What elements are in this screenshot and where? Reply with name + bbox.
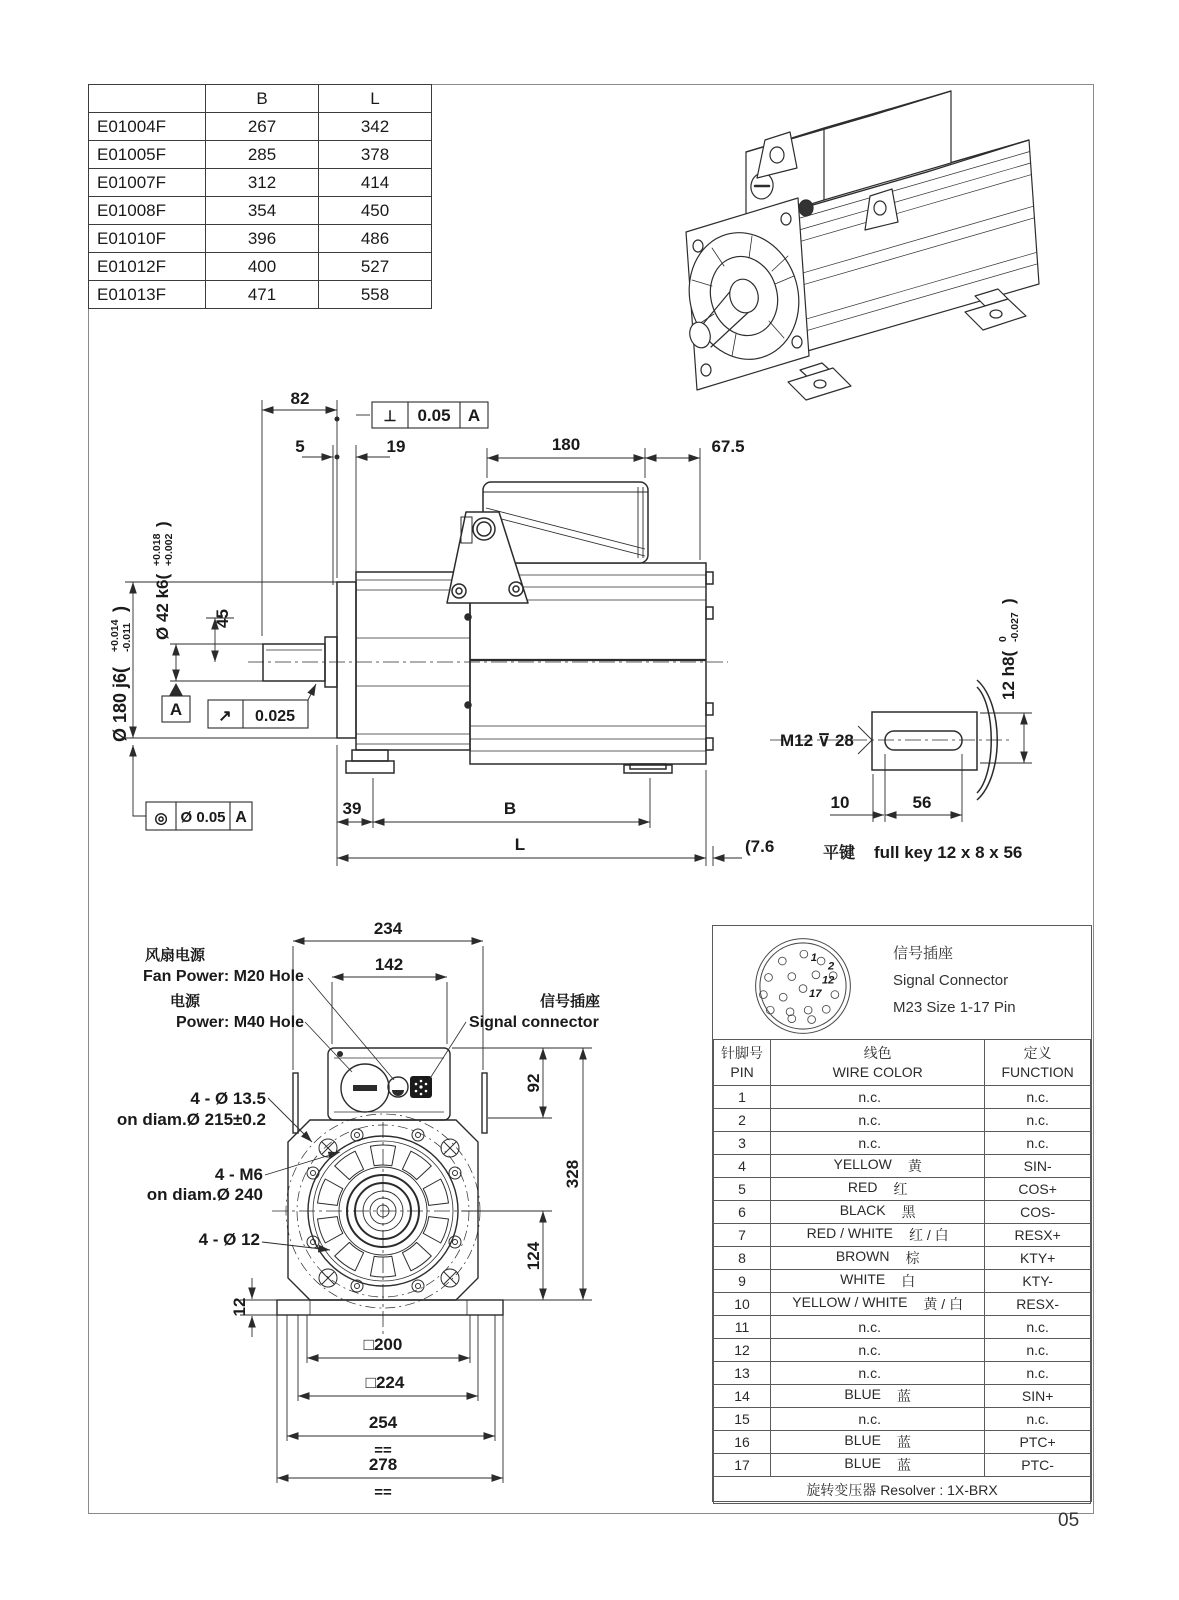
cell-func: n.c. <box>985 1132 1091 1155</box>
dim-plate-12: 12 <box>230 1297 249 1317</box>
cell-func: PTC- <box>985 1454 1091 1477</box>
shaft-detail-labels <box>780 598 1022 862</box>
cell-func: n.c. <box>985 1339 1091 1362</box>
side-view-labels <box>109 389 774 856</box>
cell-l: 342 <box>319 113 432 141</box>
pin-row <box>714 1339 1091 1362</box>
equal-mark-2: == <box>374 1484 392 1501</box>
dia42-close: ) <box>153 521 172 527</box>
isometric-view <box>674 91 1039 400</box>
cell-color: BLUE 蓝 <box>771 1385 985 1408</box>
cell-l: 414 <box>319 169 432 197</box>
table-row <box>89 281 432 309</box>
dim-45: 45 <box>213 609 232 628</box>
table-row <box>89 141 432 169</box>
cell-func: n.c. <box>985 1408 1091 1431</box>
conc-datum: A <box>235 809 247 826</box>
cell-color: n.c. <box>771 1316 985 1339</box>
holes-m6-diam-label: on diam.Ø 240 <box>146 1185 263 1204</box>
connector-subtitle: M23 Size 1-17 Pin <box>893 999 1016 1016</box>
cell-pin: 10 <box>714 1293 771 1316</box>
pin-row <box>714 1201 1091 1224</box>
resolver-note: 旋转变压器 Resolver : 1X-BRX <box>714 1477 1091 1504</box>
table-row <box>89 197 432 225</box>
dim-10: 10 <box>830 793 850 812</box>
cell-pin: 3 <box>714 1132 771 1155</box>
pin-table <box>713 1039 1091 1504</box>
pin-label-17: 17 <box>809 988 822 1001</box>
cell-func: COS- <box>985 1201 1091 1224</box>
pin-row <box>714 1454 1091 1477</box>
table-row <box>89 113 432 141</box>
cell-func: n.c. <box>985 1109 1091 1132</box>
cell-func: RESX- <box>985 1293 1091 1316</box>
cell-model: E01007F <box>89 169 206 197</box>
signal-label-en: Signal connector <box>469 1014 599 1031</box>
thread-callout: M12 ⊽ 28 <box>780 731 854 750</box>
key-label-en: full key 12 x 8 x 56 <box>874 843 1023 862</box>
runout-icon: ↗ <box>218 708 232 725</box>
cell-corner <box>89 85 206 113</box>
signal-connector-panel <box>712 925 1092 1502</box>
dim-b: B <box>503 799 517 818</box>
connector-pinout-icon <box>743 930 863 1042</box>
cell-func: KTY- <box>985 1270 1091 1293</box>
dim-82: 82 <box>290 389 310 408</box>
pin-row <box>714 1316 1091 1339</box>
cell-l: 378 <box>319 141 432 169</box>
header-wire-color: 线色 WIRE COLOR <box>771 1040 985 1086</box>
dim-180: 180 <box>551 435 581 454</box>
side-view-geometry <box>248 482 728 773</box>
cell-func: KTY+ <box>985 1247 1091 1270</box>
dim-254: 254 <box>368 1413 398 1432</box>
cell-func: COS+ <box>985 1178 1091 1201</box>
perp-datum: A <box>467 406 481 425</box>
table-row <box>89 169 432 197</box>
side-view-dimensions <box>125 400 745 866</box>
holes-13-5-label: 4 - Ø 13.5 <box>190 1089 266 1108</box>
signal-label-zh: 信号插座 <box>540 993 601 1010</box>
page-number: 05 <box>1058 1510 1080 1531</box>
dim-12h8: 12 h8( <box>999 650 1018 700</box>
table-row <box>89 253 432 281</box>
dim-5: 5 <box>295 437 305 456</box>
connector-title-en: Signal Connector <box>893 972 1009 989</box>
pin-row <box>714 1086 1091 1109</box>
pin-row <box>714 1247 1091 1270</box>
cell-model: E01008F <box>89 197 206 225</box>
cell-b: 312 <box>206 169 319 197</box>
cell-color: RED 红 <box>771 1178 985 1201</box>
power-label-en: Power: M40 Hole <box>176 1014 305 1031</box>
pin-label-2: 2 <box>827 960 835 973</box>
pin-row <box>714 1385 1091 1408</box>
holes-13-5-diam-label: on diam.Ø 215±0.2 <box>116 1110 266 1129</box>
dia180-tol-upper: +0.014 <box>109 619 121 652</box>
dim-124: 124 <box>524 1241 543 1271</box>
cell-pin: 2 <box>714 1109 771 1132</box>
cell-b: 354 <box>206 197 319 225</box>
key-label-zh: 平键 <box>823 845 856 862</box>
dim-l: L <box>514 835 526 854</box>
cell-pin: 6 <box>714 1201 771 1224</box>
cell-func: SIN- <box>985 1155 1091 1178</box>
cell-color: n.c. <box>771 1362 985 1385</box>
pin-row <box>714 1293 1091 1316</box>
dim-142: 142 <box>374 955 404 974</box>
cell-model: E01010F <box>89 225 206 253</box>
dim-dia180: Ø 180 j6( <box>110 666 130 742</box>
cell-model: E01005F <box>89 141 206 169</box>
cell-color: n.c. <box>771 1109 985 1132</box>
pin-table-header <box>714 1040 1091 1086</box>
cell-pin: 11 <box>714 1316 771 1339</box>
front-view-labels <box>117 919 600 1501</box>
dim-dia42: Ø 42 k6( <box>153 573 172 640</box>
cell-pin: 15 <box>714 1408 771 1431</box>
cell-color: BLACK 黑 <box>771 1201 985 1224</box>
dim-7-6: (7.6 <box>745 837 775 856</box>
conc-value: Ø 0.05 <box>180 809 226 826</box>
dim-224: □224 <box>365 1373 405 1392</box>
cell-pin: 1 <box>714 1086 771 1109</box>
dia12-close: ) <box>999 598 1018 604</box>
cell-pin: 12 <box>714 1339 771 1362</box>
header-pin: 针脚号 PIN <box>714 1040 771 1086</box>
pin-row <box>714 1178 1091 1201</box>
cell-color: n.c. <box>771 1339 985 1362</box>
cell-func: n.c. <box>985 1316 1091 1339</box>
model-dimension-table <box>88 84 432 309</box>
cell-func: n.c. <box>985 1362 1091 1385</box>
pin-row <box>714 1431 1091 1454</box>
pin-row <box>714 1155 1091 1178</box>
dim-67-5: 67.5 <box>711 437 745 456</box>
concentricity-icon: ◎ <box>154 810 168 827</box>
fan-power-label-zh: 风扇电源 <box>145 947 206 964</box>
holes-m6-label: 4 - M6 <box>214 1165 263 1184</box>
dim-234: 234 <box>373 919 403 938</box>
equal-mark-1: == <box>374 1442 392 1459</box>
fan-power-label-en: Fan Power: M20 Hole <box>143 968 304 985</box>
pin-row <box>714 1408 1091 1431</box>
cell-func: SIN+ <box>985 1385 1091 1408</box>
cell-pin: 4 <box>714 1155 771 1178</box>
cell-func: RESX+ <box>985 1224 1091 1247</box>
cell-color: RED / WHITE 红 / 白 <box>771 1224 985 1247</box>
perp-value: 0.05 <box>417 406 451 425</box>
dia12-tol-lower: -0.027 <box>1009 612 1021 642</box>
dia12-tol-upper: 0 <box>997 636 1009 642</box>
runout-value: 0.025 <box>254 708 296 725</box>
cell-model: E01004F <box>89 113 206 141</box>
perpendicularity-icon: ⊥ <box>383 408 397 425</box>
cell-b: 396 <box>206 225 319 253</box>
cell-pin: 17 <box>714 1454 771 1477</box>
cell-color: n.c. <box>771 1086 985 1109</box>
cell-b: 400 <box>206 253 319 281</box>
holes-12-label: 4 - Ø 12 <box>198 1230 260 1249</box>
pin-label-12: 12 <box>821 974 835 987</box>
cell-color: BROWN 棕 <box>771 1247 985 1270</box>
datum-a-label: A <box>169 700 183 719</box>
pin-row <box>714 1224 1091 1247</box>
dim-39: 39 <box>342 799 362 818</box>
pin-row <box>714 1109 1091 1132</box>
cell-color: YELLOW / WHITE 黄 / 白 <box>771 1293 985 1316</box>
dia42-tol-lower: +0.002 <box>163 533 175 566</box>
pin-row <box>714 1132 1091 1155</box>
table-row <box>89 225 432 253</box>
header-function: 定义 FUNCTION <box>985 1040 1091 1086</box>
pin-row <box>714 1362 1091 1385</box>
dim-19: 19 <box>386 437 406 456</box>
dim-92: 92 <box>524 1073 543 1093</box>
dia180-tol-lower: -0.011 <box>121 622 133 652</box>
dim-328: 328 <box>563 1159 582 1189</box>
dim-278: 278 <box>368 1455 398 1474</box>
table-row <box>89 85 432 113</box>
cell-pin: 9 <box>714 1270 771 1293</box>
cell-color: n.c. <box>771 1132 985 1155</box>
dia180-close: ) <box>110 606 130 612</box>
cell-b: 267 <box>206 113 319 141</box>
cell-pin: 16 <box>714 1431 771 1454</box>
col-header-b: B <box>206 85 319 113</box>
dia42-tol-upper: +0.018 <box>151 533 163 566</box>
cell-l: 450 <box>319 197 432 225</box>
connector-header <box>713 926 1091 1039</box>
cell-pin: 14 <box>714 1385 771 1408</box>
col-header-l: L <box>319 85 432 113</box>
pin-table-footer <box>714 1477 1091 1504</box>
cell-l: 527 <box>319 253 432 281</box>
cell-pin: 7 <box>714 1224 771 1247</box>
cell-pin: 8 <box>714 1247 771 1270</box>
cell-model: E01013F <box>89 281 206 309</box>
cell-color: BLUE 蓝 <box>771 1431 985 1454</box>
cell-pin: 13 <box>714 1362 771 1385</box>
dim-56: 56 <box>912 793 932 812</box>
front-view-geometry <box>272 1048 505 1335</box>
cell-color: WHITE 白 <box>771 1270 985 1293</box>
pin-row <box>714 1270 1091 1293</box>
cell-b: 285 <box>206 141 319 169</box>
cell-pin: 5 <box>714 1178 771 1201</box>
cell-model: E01012F <box>89 253 206 281</box>
power-label-zh: 电源 <box>170 993 201 1010</box>
cell-b: 471 <box>206 281 319 309</box>
cell-l: 486 <box>319 225 432 253</box>
connector-title-zh: 信号插座 <box>893 945 954 962</box>
cell-l: 558 <box>319 281 432 309</box>
cell-color: BLUE 蓝 <box>771 1454 985 1477</box>
dim-200: □200 <box>363 1335 403 1354</box>
pin-label-1: 1 <box>810 952 817 965</box>
cell-color: n.c. <box>771 1408 985 1431</box>
cell-func: PTC+ <box>985 1431 1091 1454</box>
cell-func: n.c. <box>985 1086 1091 1109</box>
cell-color: YELLOW 黄 <box>771 1155 985 1178</box>
